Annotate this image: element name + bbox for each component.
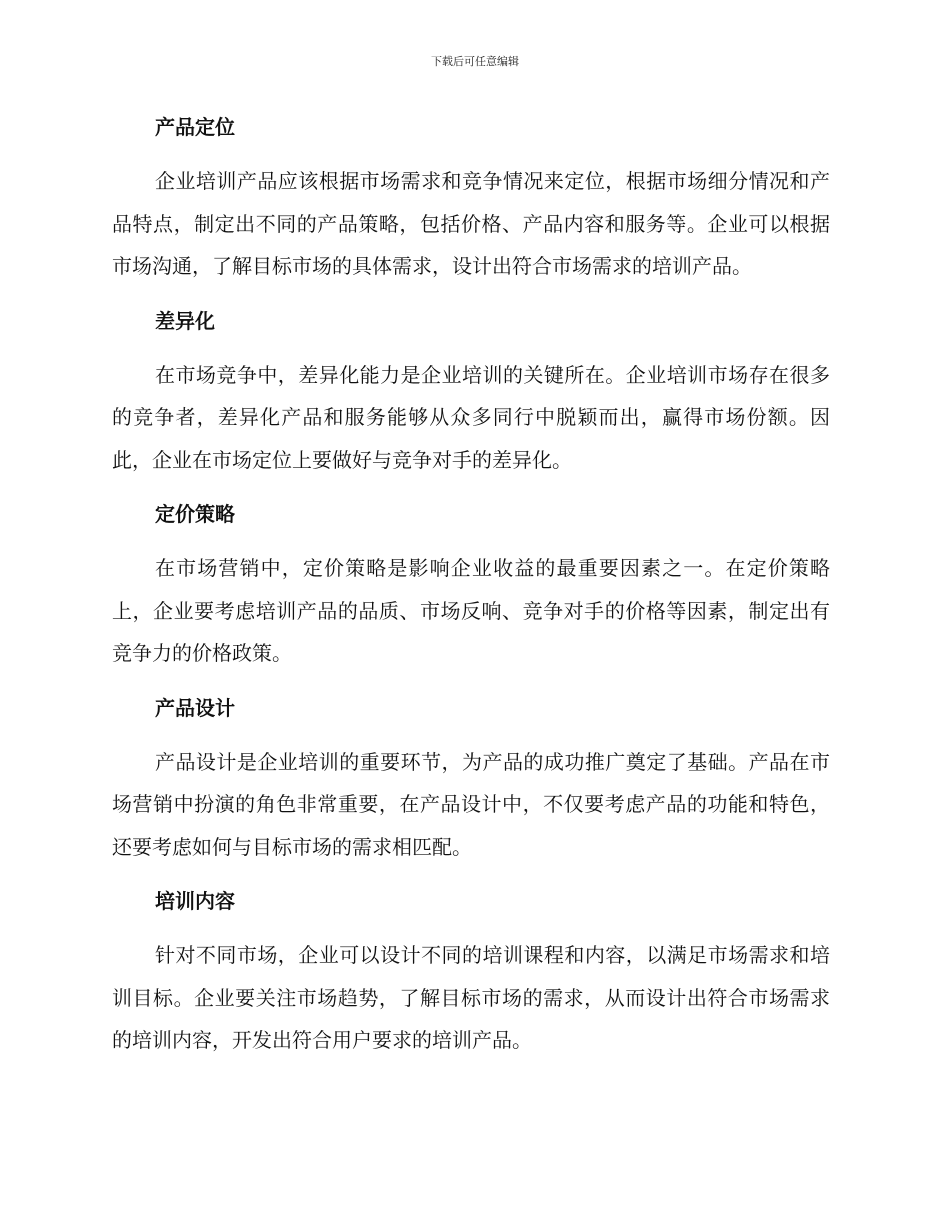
section-paragraph: 针对不同市场，企业可以设计不同的培训课程和内容，以满足市场需求和培训目标。企业要关注市场趋势，了解目标市场的需求，从而设计出符合市场需求的培训内容，开发出符合用户要求的培训产品。 — [112, 943, 830, 1052]
section-paragraph: 在市场竞争中，差异化能力是企业培训的关键所在。企业培训市场存在很多的竞争者，差异化产品和服务能够从众多同行中脱颖而出，赢得市场份额。因此，企业在市场定位上要做好与竞争对手的差异化。 — [112, 362, 830, 472]
section-paragraph: 产品设计是企业培训的重要环节，为产品的成功推广奠定了基础。产品在市场营销中扮演的角色非常重要，在产品设计中，不仅要考虑产品的功能和特色，还要考虑如何与目标市场的需求相匹配。 — [112, 749, 830, 859]
section-heading: 差异化 — [155, 308, 215, 333]
section-heading: 培训内容 — [155, 889, 235, 913]
page-header: 下载后可任意编辑 — [431, 55, 519, 68]
document-body — [112, 106, 830, 1074]
section-pricing-strategy — [112, 493, 830, 675]
section-product-design — [112, 687, 830, 869]
section-differentiation — [112, 300, 830, 482]
section-heading: 产品定位 — [155, 115, 235, 139]
section-product-positioning — [112, 106, 830, 288]
section-training-content — [112, 880, 830, 1062]
section-paragraph: 企业培训产品应该根据市场需求和竞争情况来定位，根据市场细分情况和产品特点，制定出不同的产品策略，包括价格、产品内容和服务等。企业可以根据市场沟通，了解目标市场的具体需求，设计出符合市场需求的培训产品。 — [112, 169, 830, 278]
section-paragraph: 在市场营销中，定价策略是影响企业收益的最重要因素之一。在定价策略上，企业要考虑培训产品的品质、市场反响、竞争对手的价格等因素，制定出有竞争力的价格政策。 — [112, 556, 830, 665]
section-heading: 定价策略 — [155, 502, 235, 526]
section-heading: 产品设计 — [155, 695, 235, 720]
